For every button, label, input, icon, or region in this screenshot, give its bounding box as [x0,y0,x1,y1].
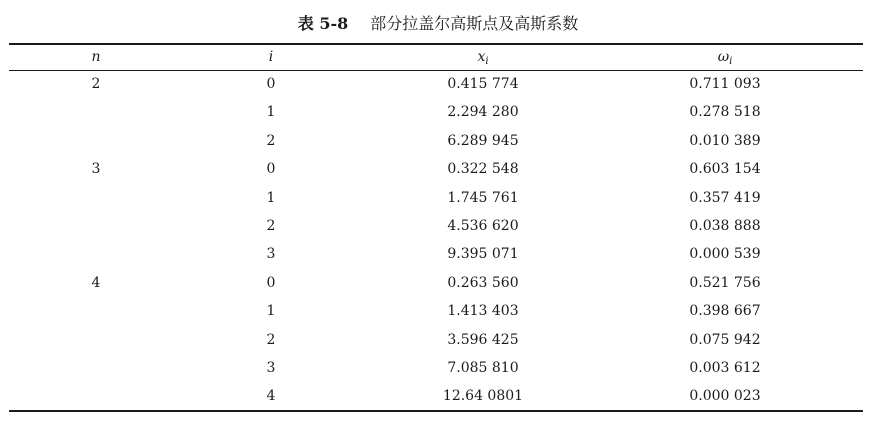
cell-i: 2 [266,132,276,149]
cell-i: 0 [266,76,276,92]
table-row [9,326,863,354]
table-row [9,184,863,212]
cell-i: 1 [266,104,276,121]
header-omega-subscript: i [729,56,733,67]
cell-i: 3 [266,246,276,263]
table-row [9,155,863,183]
cell-i: 1 [266,189,276,206]
cell-omega: 0.003 612 [689,360,761,376]
cell-i: 4 [266,388,276,405]
cell-omega: 0.711 093 [689,76,761,92]
table-row [9,98,863,126]
cell-n: 4 [91,274,101,291]
header-omega-label: ω [717,49,730,65]
cell-x: 12.64 0801 [442,388,524,405]
table-row [9,297,863,325]
cell-x: 1.745 761 [447,189,519,206]
header-omega [607,44,843,70]
cell-omega: 0.521 756 [689,274,761,291]
header-n [9,44,183,70]
table-number: 表 5-8 [297,14,349,33]
table-row [9,269,863,297]
cell-i: 2 [266,218,276,234]
header-n-label: n [91,49,101,65]
cell-omega: 0.075 942 [689,331,761,348]
cell-omega: 0.038 888 [689,218,761,234]
cell-omega: 0.603 154 [689,161,761,178]
header-i-label: i [268,49,274,65]
cell-n: 2 [91,76,101,92]
header-x-label: x [477,49,486,65]
table-row [9,212,863,240]
table-header-row [9,44,863,70]
table-row [9,382,863,410]
cell-x: 6.289 945 [447,132,519,149]
cell-x: 0.322 548 [447,161,519,178]
cell-i: 3 [266,360,276,376]
cell-omega: 0.357 419 [689,189,761,206]
table-title: 部分拉盖尔高斯点及高斯系数 [370,14,579,33]
cell-x: 4.536 620 [447,218,519,234]
cell-i: 2 [266,331,276,348]
cell-omega: 0.398 667 [689,303,761,320]
cell-i: 0 [266,274,276,291]
table-row [9,240,863,268]
cell-x: 1.413 403 [447,303,519,320]
cell-i: 0 [266,161,276,178]
cell-x: 0.415 774 [447,76,519,92]
header-i [183,44,359,70]
cell-x: 7.085 810 [447,360,519,376]
cell-omega: 0.278 518 [689,104,761,121]
table-row [9,354,863,382]
cell-i: 1 [266,303,276,320]
cell-x: 0.263 560 [447,274,519,291]
cell-x: 2.294 280 [447,104,519,121]
cell-omega: 0.000 539 [689,246,761,263]
table-row [9,127,863,155]
cell-omega: 0.000 023 [689,388,761,405]
cell-n: 3 [91,161,101,178]
cell-x: 9.395 071 [447,246,519,263]
header-x-subscript: i [485,56,489,67]
cell-omega: 0.010 389 [689,132,761,149]
table-row [9,70,863,98]
cell-x: 3.596 425 [447,331,519,348]
header-x [359,44,607,70]
table-caption [0,13,876,35]
